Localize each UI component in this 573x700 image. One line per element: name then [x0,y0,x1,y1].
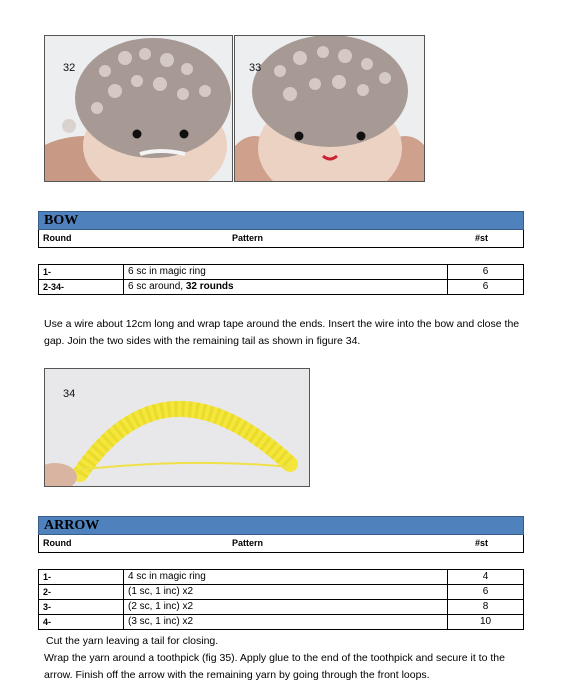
bow-title: BOW [44,213,79,228]
figure-34-label: 34 [63,388,76,400]
arrow-note: Cut the yarn leaving a tail for closing. [46,635,219,647]
arrow-pattern-table [38,569,524,630]
bow-instructions: Use a wire about 12cm long and wrap tape around the ends. Insert the wire into the bow and close the gap. Join the two sides with the remaining tail as shown in figure 34. [44,318,520,347]
arrow-col-st: #st [475,538,489,548]
figure-33-label: 33 [249,62,262,74]
table-row [39,265,524,280]
arrow-section-header [38,516,524,535]
figure-33-photo [234,35,425,182]
yellow-bow-illustration [45,369,309,486]
pattern-cell: (3 sc, 1 inc) x2 [124,615,448,630]
pattern-cell: (2 sc, 1 inc) x2 [124,600,448,615]
stitch-count-cell: 6 [448,265,524,280]
arrow-col-round: Round [43,538,72,548]
bow-column-headers [38,230,524,248]
bow-col-pattern: Pattern [232,233,264,243]
doll-head-illustration [45,36,232,181]
arrow-col-pattern: Pattern [232,538,264,548]
table-row [39,280,524,295]
stitch-count-cell: 8 [448,600,524,615]
table-row [39,570,524,585]
stitch-count-cell: 6 [448,280,524,295]
doll-head-illustration [235,36,424,181]
bow-section-header [38,211,524,230]
round-cell: 2- [39,585,124,600]
round-cell: 1- [39,570,124,585]
arrow-column-headers [38,535,524,553]
round-cell: 4- [39,615,124,630]
figure-34-photo [44,368,310,487]
table-row [39,600,524,615]
stitch-count-cell: 6 [448,585,524,600]
figure-32-photo [44,35,233,182]
pattern-cell: 6 sc in magic ring [124,265,448,280]
pattern-cell: 4 sc in magic ring [124,570,448,585]
round-cell: 1- [39,265,124,280]
pattern-cell: 6 sc around, 32 rounds [124,280,448,295]
figure-32-label: 32 [63,62,76,74]
round-cell: 2-34- [39,280,124,295]
bow-col-round: Round [43,233,72,243]
stitch-count-cell: 10 [448,615,524,630]
round-cell: 3- [39,600,124,615]
bow-pattern-table [38,264,524,295]
pattern-cell: (1 sc, 1 inc) x2 [124,585,448,600]
arrow-instructions: Wrap the yarn around a toothpick (fig 35). Apply glue to the end of the toothpick and secure it to the arrow. Finish off the arrow with the remaining yarn by going through the front loops. [44,652,505,681]
stitch-count-cell: 4 [448,570,524,585]
bow-col-st: #st [475,233,489,243]
table-row [39,585,524,600]
table-row [39,615,524,630]
arrow-title: ARROW [44,518,100,533]
